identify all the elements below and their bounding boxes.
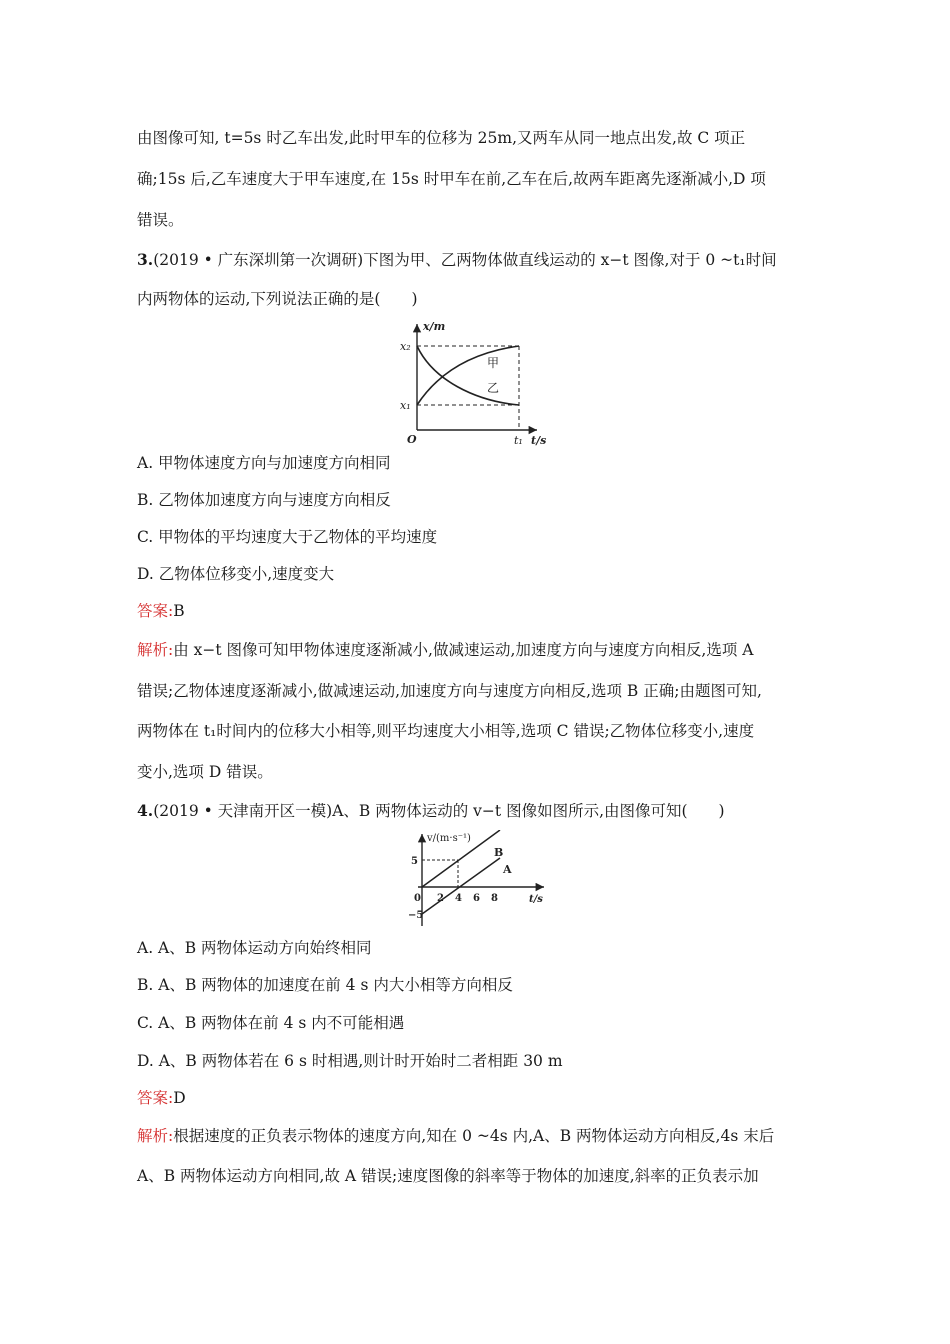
q3-stem-line-1 [137,250,777,270]
q3-analysis-line-3: 两物体在 t₁时间内的位移大小相等,则平均速度大小相等,选项 C 错误;乙物体位移变小,速度 [137,722,755,740]
q4-x-tick-4: 4 [455,893,462,904]
q4-analysis-line-1 [137,1126,774,1146]
q4-y-tick-5: 5 [411,856,418,867]
prev-analysis-line-3: 错误。 [137,211,184,229]
q4-analysis-line-2: A、B 两物体运动方向相同,故 A 错误;速度图像的斜率等于物体的加速度,斜率的正负表示加 [137,1167,759,1185]
q3-y-label: x/m [423,320,446,333]
q3-number: 3. [137,250,154,269]
q3-option-a: A. 甲物体速度方向与加速度方向相同 [137,454,391,472]
q4-y-label: v/(m·s⁻¹) [427,833,471,844]
prev-analysis-line-2: 确;15s 后,乙车速度大于甲车速度,在 15s 时甲车在前,乙车在后,故两车距离先逐渐减小,D 项 [137,170,766,188]
q3-analysis-line-2: 错误;乙物体速度逐渐减小,做减速运动,加速度方向与速度方向相反,选项 B 正确;由题图可知, [137,682,762,700]
q4-answer [137,1088,186,1108]
q3-curve-yi [417,346,519,405]
q4-answer-label: 答案: [137,1089,174,1107]
q3-option-b: B. 乙物体加速度方向与速度方向相反 [137,491,391,509]
q4-origin-label: 0 [414,893,421,904]
q4-x-tick-6: 6 [473,893,480,904]
q4-option-b: B. A、B 两物体的加速度在前 4 s 内大小相等方向相反 [137,976,513,994]
q3-analysis-line-4: 变小,选项 D 错误。 [137,763,273,781]
q4-number: 4. [137,801,154,820]
q4-x-label: t/s [529,894,543,905]
q3-x1-label: x₁ [400,399,411,412]
q4-option-c: C. A、B 两物体在前 4 s 内不可能相遇 [137,1014,405,1032]
q3-xt-figure [395,318,565,448]
q4-x-tick-8: 8 [491,893,498,904]
q3-origin-label: O [407,433,417,446]
q4-stem-text: (2019 • 天津南开区一模)A、B 两物体运动的 v−t 图像如图所示,由图像可知( ) [153,802,725,820]
q3-answer [137,601,185,621]
q4-option-d: D. A、B 两物体若在 6 s 时相遇,则计时开始时二者相距 30 m [137,1052,563,1070]
q3-yi-label: 乙 [487,381,500,395]
q3-option-c: C. 甲物体的平均速度大于乙物体的平均速度 [137,528,438,546]
q4-answer-value: D [173,1089,186,1107]
q4-analysis-text-1: 根据速度的正负表示物体的速度方向,知在 0 ~4s 内,A、B 两物体运动方向相反,4s 末后 [173,1127,775,1145]
q3-x2-label: x₂ [400,340,411,353]
q3-analysis-text-1: 由 x−t 图像可知甲物体速度逐渐减小,做减速运动,加速度方向与速度方向相反,选项 A [173,641,754,659]
q4-stem-line [137,801,725,821]
q3-analysis-label: 解析: [137,641,174,659]
q4-line-a [422,858,500,914]
q3-jia-label: 甲 [487,356,500,370]
q4-vt-figure [408,830,558,930]
q3-option-d: D. 乙物体位移变小,速度变大 [137,565,335,583]
q3-stem-text: (2019 • 广东深圳第一次调研)下图为甲、乙两物体做直线运动的 x−t 图像,对于 0 ~t₁时间 [153,251,777,269]
q4-analysis-label: 解析: [137,1127,174,1145]
q3-curve-jia [417,346,519,405]
q3-answer-value: B [173,602,185,620]
q4-y-tick-neg5: −5 [408,910,424,921]
q3-t1-label: t₁ [514,434,523,447]
q3-x-label: t/s [531,434,547,447]
q3-answer-label: 答案: [137,602,174,620]
q4-b-label: B [494,846,504,859]
q4-a-label: A [503,863,512,876]
q3-analysis-line-1 [137,640,753,660]
q3-stem-line-2: 内两物体的运动,下列说法正确的是( ) [137,290,418,308]
q4-option-a: A. A、B 两物体运动方向始终相同 [137,939,372,957]
prev-analysis-line-1: 由图像可知, t=5s 时乙车出发,此时甲车的位移为 25m,又两车从同一地点出发,故 C 项正 [137,129,746,147]
q4-x-tick-2: 2 [437,893,444,904]
